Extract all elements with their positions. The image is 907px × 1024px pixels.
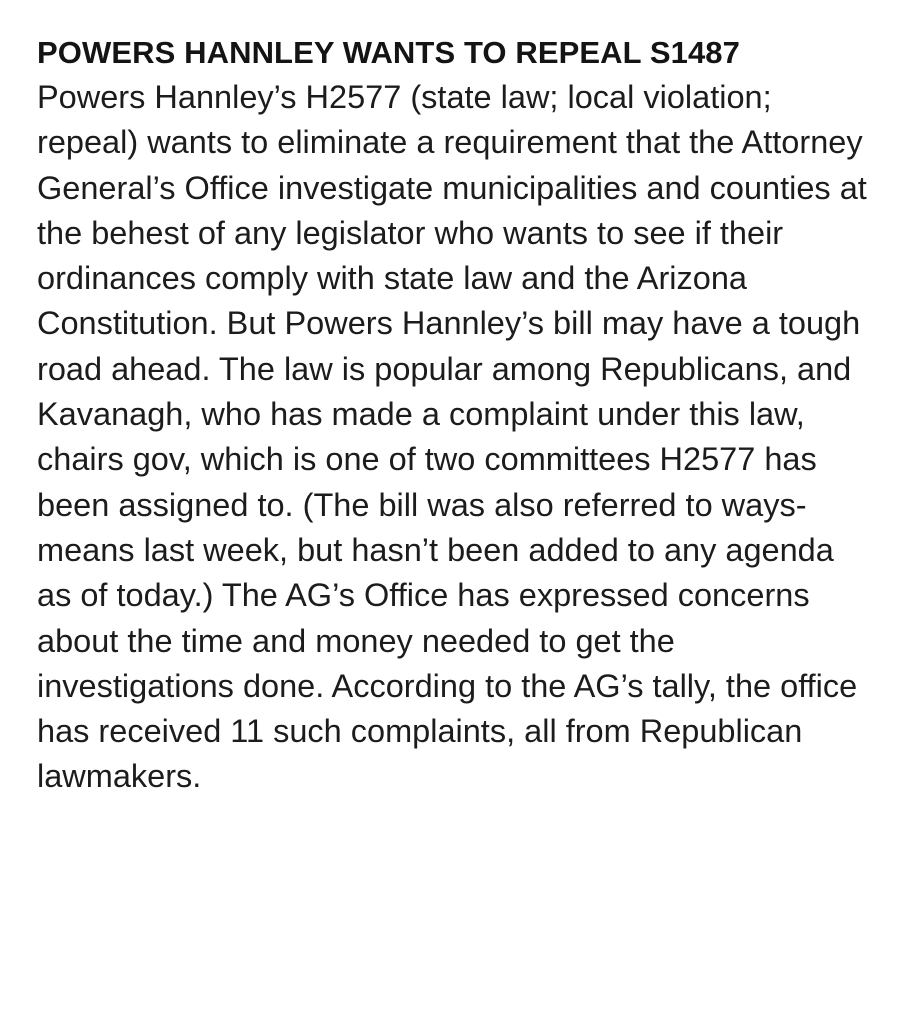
article [37,30,867,800]
article-headline: POWERS HANNLEY WANTS TO REPEAL S1487 [37,35,740,70]
article-body: Powers Hannley’s H2577 (state law; local violation; repeal) wants to eliminate a requirement that the Attorney General’s Office investigate municipalities and counties at the behest of any legislator who wants to see if their ordinances comply with state law and the Arizona Constitution. But Powers Hannley’s bill may have a tough road ahead. The law is popular among Republicans, and Kavanagh, who has made a complaint under this law, chairs gov, which is one of two committees H2577 has been assigned to. (The bill was also referred to ways-means last week, but hasn’t been added to any agenda as of today.) The AG’s Office has expressed concerns about the time and money needed to get the investigations done. According to the AG’s tally, the office has received 11 such complaints, all from Republican lawmakers. [37,79,867,795]
